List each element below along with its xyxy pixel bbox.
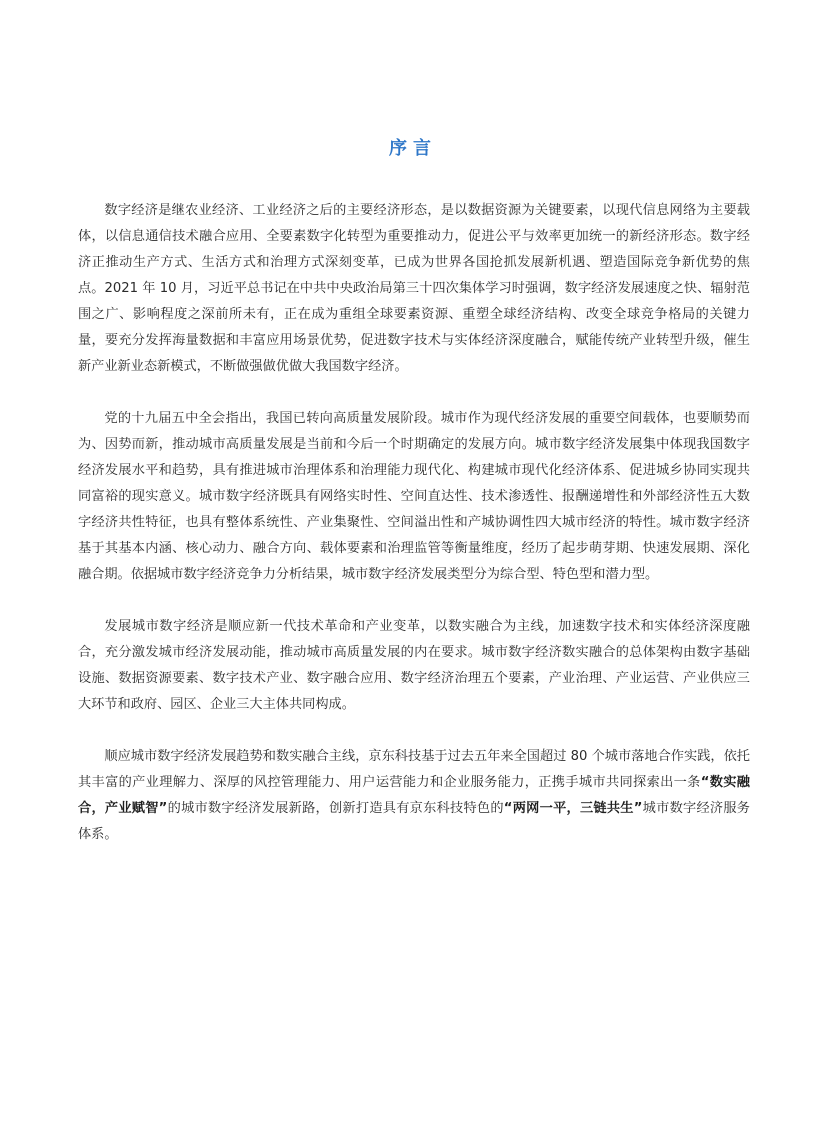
paragraph-4-text-2: 的城市数字经济发展新路，创新打造具有京东科技特色的: [167, 801, 504, 816]
document-body: [78, 198, 750, 874]
paragraph-1: 数字经济是继农业经济、工业经济之后的主要经济形态，是以数据资源为关键要素，以现代信息网络为主要载体，以信息通信技术融合应用、全要素数字化转型为重要推动力，促进公平与效率更加统一的新经济形态。数字经济正推动生产方式、生活方式和治理方式深刻变革，已成为世界各国抢抓发展新机遇、塑造国际竞争新优势的焦点。2021 年 10 月，习近平总书记在中共中央政治局第三十四次集体学习时强调，数字经济发展速度之快、辐射范围之广、影响程度之深前所未有，正在成为重组全球要素资源、重塑全球经济结构、改变全球竞争格局的关键力量，要充分发挥海量数据和丰富应用场景优势，促进数字技术与实体经济深度融合，赋能传统产业转型升级，催生新产业新业态新模式，不断做强做优做大我国数字经济。: [78, 203, 750, 374]
paragraph-4-bold-1: “数实融合，产业赋智”: [78, 775, 750, 816]
paragraph-4-text-3: 城市数字经济服务体系。: [78, 801, 750, 842]
paragraph-4: [78, 744, 750, 848]
paragraph-3: 发展城市数字经济是顺应新一代技术革命和产业变革，以数实融合为主线，加速数字技术和实体经济深度融合，充分激发城市经济发展动能，推动城市高质量发展的内在要求。城市数字经济数实融合的总体架构由数字基础设施、数据资源要素、数字技术产业、数字融合应用、数字经济治理五个要素，产业治理、产业运营、产业供应三大环节和政府、园区、企业三大主体共同构成。: [78, 619, 750, 712]
paragraph-4-bold-2: “两网一平，三链共生”: [503, 801, 643, 816]
page-title: 序言: [389, 138, 437, 159]
paragraph-4-text-1: 顺应城市数字经济发展趋势和数实融合主线，京东科技基于过去五年来全国超过 80 个城市落地合作实践，依托其丰富的产业理解力、深厚的风控管理能力、用户运营能力和企业服务能力，正携手城市共同探索出一条: [78, 749, 750, 790]
paragraph-2: 党的十九届五中全会指出，我国已转向高质量发展阶段。城市作为现代经济发展的重要空间载体，也要顺势而为、因势而新，推动城市高质量发展是当前和今后一个时期确定的发展方向。城市数字经济发展集中体现我国数字经济发展水平和趋势，具有推进城市治理体系和治理能力现代化、构建城市现代化经济体系、促进城乡协同实现共同富裕的现实意义。城市数字经济既具有网络实时性、空间直达性、技术渗透性、报酬递增性和外部经济性五大数字经济共性特征，也具有整体系统性、产业集聚性、空间溢出性和产城协调性四大城市经济的特性。城市数字经济基于其基本内涵、核心动力、融合方向、载体要素和治理监管等衡量维度，经历了起步萌芽期、快速发展期、深化融合期。依据城市数字经济竞争力分析结果，城市数字经济发展类型分为综合型、特色型和潜力型。: [78, 411, 750, 582]
